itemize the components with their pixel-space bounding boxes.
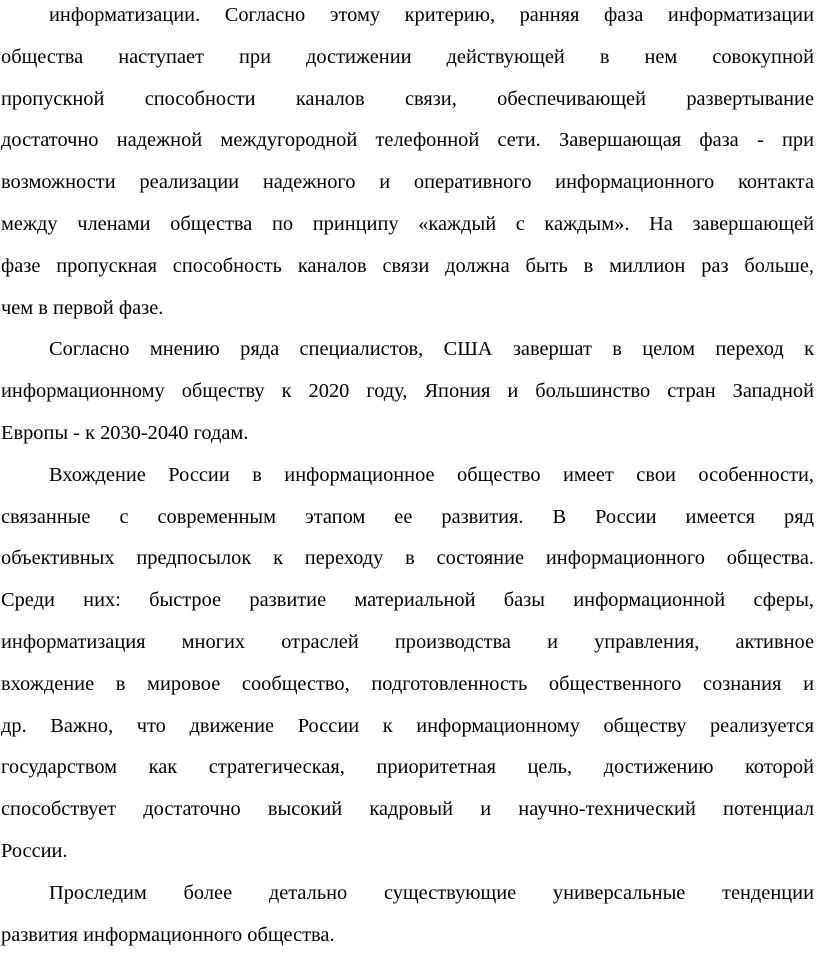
text-line: достаточно надежной междугородной телефонной сети. Завершающая фаза - при	[1, 129, 814, 152]
text-line: вхождение в мировое сообщество, подготовленность общественного сознания и	[1, 672, 814, 695]
text-line: Среди них: быстрое развитие материальной базы информационной сферы,	[1, 589, 814, 612]
paragraph	[1, 455, 814, 873]
text-line: возможности реализации надежного и оперативного информационного контакта	[1, 171, 814, 194]
text-line: способствует достаточно высокий кадровый и научно-технический потенциал	[1, 798, 814, 821]
paragraph	[1, 873, 814, 956]
text-line: др. Важно, что движение России к информационному обществу реализуется	[1, 714, 814, 737]
text-line: Европы - к 2030-2040 годам.	[1, 421, 249, 444]
text-line: объективных предпосылок к переходу в состояние информационного общества.	[1, 547, 814, 570]
text-line: Проследим более детально существующие универсальные тенденции	[49, 881, 814, 904]
text-line: информационному обществу к 2020 году, Япония и большинство стран Западной	[1, 380, 814, 403]
text-line: пропускной способности каналов связи, обеспечивающей развертывание	[1, 87, 814, 110]
text-line: чем в первой фазе.	[1, 296, 164, 319]
text-line: Согласно мнению ряда специалистов, США завершат в целом переход к	[49, 338, 814, 361]
text-line: Вхождение России в информационное общество имеет свои особенности,	[49, 463, 814, 486]
text-line: государством как стратегическая, приоритетная цель, достижению которой	[1, 756, 814, 779]
text-line: развития информационного общества.	[1, 923, 335, 946]
text-line: России.	[1, 839, 68, 862]
text-line: общества наступает при достижении действующей в нем совокупной	[1, 45, 814, 68]
text-line: между членами общества по принципу «каждый с каждым». На завершающей	[1, 212, 814, 235]
text-line: связанные с современным этапом ее развития. В России имеется ряд	[1, 505, 814, 528]
text-line: фазе пропускная способность каналов связи должна быть в миллион раз больше,	[1, 254, 814, 277]
paragraph	[1, 0, 814, 329]
paragraph	[1, 329, 814, 454]
text-line: информатизация многих отраслей производства и управления, активное	[1, 630, 814, 653]
text-line: информатизации. Согласно этому критерию, ранняя фаза информатизации	[49, 4, 814, 26]
